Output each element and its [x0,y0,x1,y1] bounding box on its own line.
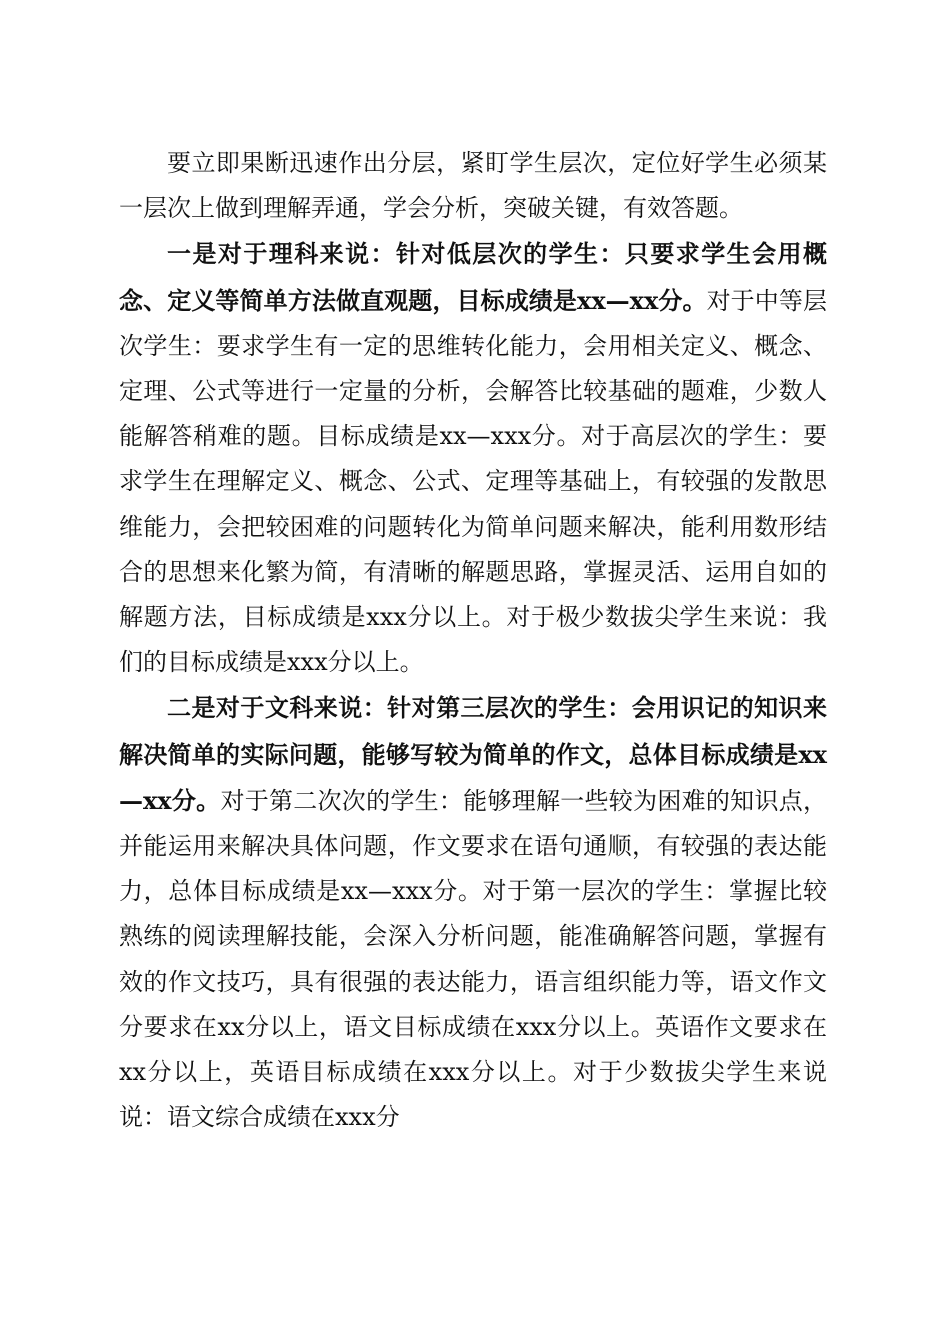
paragraph-science-lead: 一是对于理科来说：针对低层次的学生：只要求学生会用概念、定义等简单方法做直观题，目标成绩是xx—xx分。 [119,239,827,315]
paragraph-intro [119,141,827,231]
paragraph-intro-text: 要立即果断迅速作出分层，紧盯学生层次，定位好学生必须某一层次上做到理解弄通，学会分析，突破关键，有效答题。 [119,149,827,223]
document-body [119,141,827,1140]
paragraph-arts-lead: 二是对于文科来说：针对第三层次的学生：会用识记的知识来解决简单的实际问题，能够写较为简单的作文，总体目标成绩是xx—xx分。 [119,693,827,815]
paragraph-arts-body: 对于第二次次的学生：能够理解一些较为困难的知识点，并能运用来解决具体问题，作文要求在语句通顺，有较强的表达能力，总体目标成绩是xx—xxx分。对于第一层次的学生：掌握比较熟练的阅读理解技能，会深入分析问题，能准确解答问题，掌握有效的作文技巧，具有很强的表达能力，语言组织能力等，语文作文分要求在xx分以上，语文目标成绩在xxx分以上。英语作文要求在xx分以上，英语目标成绩在xxx分以上。对于少数拔尖学生来说说：语文综合成绩在xxx分 [119,786,827,1132]
paragraph-science-body: 对于中等层次学生：要求学生有一定的思维转化能力，会用相关定义、概念、定理、公式等进行一定量的分析，会解答比较基础的题难，少数人能解答稍难的题。目标成绩是xx—xxx分。对于高层次的学生：要求学生在理解定义、概念、公式、定理等基础上，有较强的发散思维能力，会把较困难的问题转化为简单问题来解决，能利用数形结合的思想来化繁为简，有清晰的解题思路，掌握灵活、运用自如的解题方法，目标成绩是xxx分以上。对于极少数拔尖学生来说：我们的目标成绩是xxx分以上。 [119,286,828,677]
paragraph-science [119,231,827,685]
paragraph-arts [119,685,827,1140]
